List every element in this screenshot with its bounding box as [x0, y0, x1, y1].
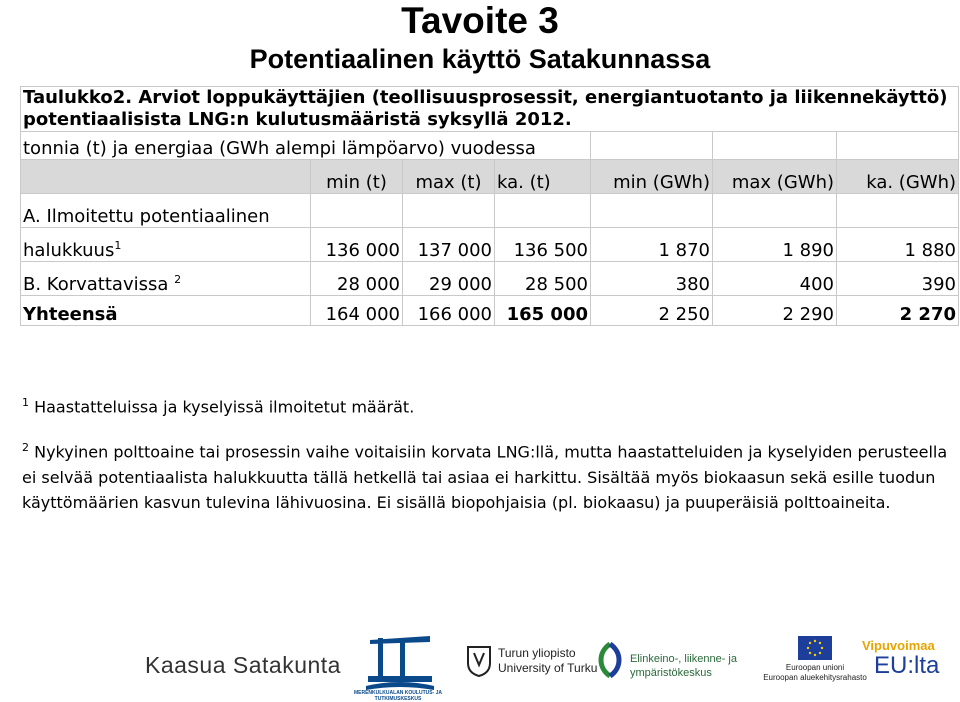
cell-value: 166 000	[403, 296, 495, 326]
table-header-row	[21, 160, 959, 194]
cell-value: 1 870	[591, 228, 713, 262]
row-label: A. Ilmoitettu potentiaalinen	[21, 194, 311, 228]
crane-logo-text: MERENKULKUALAN KOULUTUS- JA TUTKIMUSKESKUS	[353, 690, 443, 702]
data-table	[20, 86, 958, 326]
port-crane-icon	[360, 628, 440, 694]
cell-value: 136 500	[495, 228, 591, 262]
utu-logo-text: Turun yliopisto University of Turku	[498, 646, 598, 675]
table-caption-line1: Taulukko2. Arviot loppukäyttäjien (teollisuusprosessit, energiantuotanto ja liikennekäyttö)	[23, 87, 948, 108]
table-row	[21, 194, 959, 228]
cell-value: 2 250	[591, 296, 713, 326]
col-header: max (t)	[403, 160, 495, 194]
table-caption-line2: potentiaalisista LNG:n kulutusmääristä syksyllä 2012.	[23, 109, 572, 130]
footer-logos	[0, 610, 960, 702]
col-header: max (GWh)	[713, 160, 837, 194]
kaasua-satakunta-logo: Kaasua Satakunta	[145, 652, 341, 678]
vipuvoimaa-logo-line2: EU:lta	[874, 652, 940, 679]
eu-flag-icon	[798, 636, 832, 660]
cell-value: 2 290	[713, 296, 837, 326]
footnotes	[22, 390, 952, 515]
cell-value: 136 000	[311, 228, 403, 262]
university-seal-icon	[466, 645, 492, 677]
row-label: B. Korvattavissa $^2$	[21, 262, 311, 296]
col-header: ka. (GWh)	[837, 160, 959, 194]
row-label: Yhteensä	[21, 296, 311, 326]
ely-logo-text: Elinkeino-, liikenne- ja ympäristökeskus	[630, 653, 737, 679]
cell-value: 390	[837, 262, 959, 296]
cell-value: 164 000	[311, 296, 403, 326]
cell-value: 29 000	[403, 262, 495, 296]
cell-value: 28 500	[495, 262, 591, 296]
cell-value: 28 000	[311, 262, 403, 296]
cell-value: 1 880	[837, 228, 959, 262]
table-row-total	[21, 296, 959, 326]
page-subtitle: Potentiaalinen käyttö Satakunnassa	[249, 44, 711, 74]
footnote-2: $^2$ Nykyinen polttoaine tai prosessin vaihe voitaisiin korvata LNG:llä, mutta haastatteluiden ja kyselyiden perusteella ei selvää potentiaalista halukkuutta tällä hetkellä tai asiaa ei harkittu. Sisältää myös biokaasun sekä esille tuodun käyttömäärien kasvun tulevina lähivuosina. Ei sisällä biopohjaisia (pl. biokaasu) ja puuperäisiä polttoaineita.	[22, 441, 948, 512]
eu-logo-text: Euroopan unioni Euroopan aluekehitysrahasto	[763, 663, 867, 682]
cell-value: 1 890	[713, 228, 837, 262]
footnote-1: $^1$ Haastatteluissa ja kyselyissä ilmoitetut määrät.	[22, 396, 415, 417]
table-row	[21, 228, 959, 262]
cell-value: 2 270	[837, 296, 959, 326]
col-header: ka. (t)	[495, 160, 591, 194]
cell-value: 165 000	[495, 296, 591, 326]
cell-value: 137 000	[403, 228, 495, 262]
units-line: tonnia (t) ja energiaa (GWh alempi lämpöarvo) vuodessa	[21, 132, 591, 160]
cell-value: 400	[713, 262, 837, 296]
vipuvoimaa-logo-line1: Vipuvoimaa	[862, 638, 935, 653]
ely-centre-icon	[594, 642, 626, 678]
table-caption	[21, 87, 959, 132]
page-title: Tavoite 3	[401, 0, 559, 41]
cell-value: 380	[591, 262, 713, 296]
col-header: min (t)	[311, 160, 403, 194]
table-row	[21, 262, 959, 296]
row-label: halukkuus$^1$	[21, 228, 311, 262]
col-header: min (GWh)	[591, 160, 713, 194]
